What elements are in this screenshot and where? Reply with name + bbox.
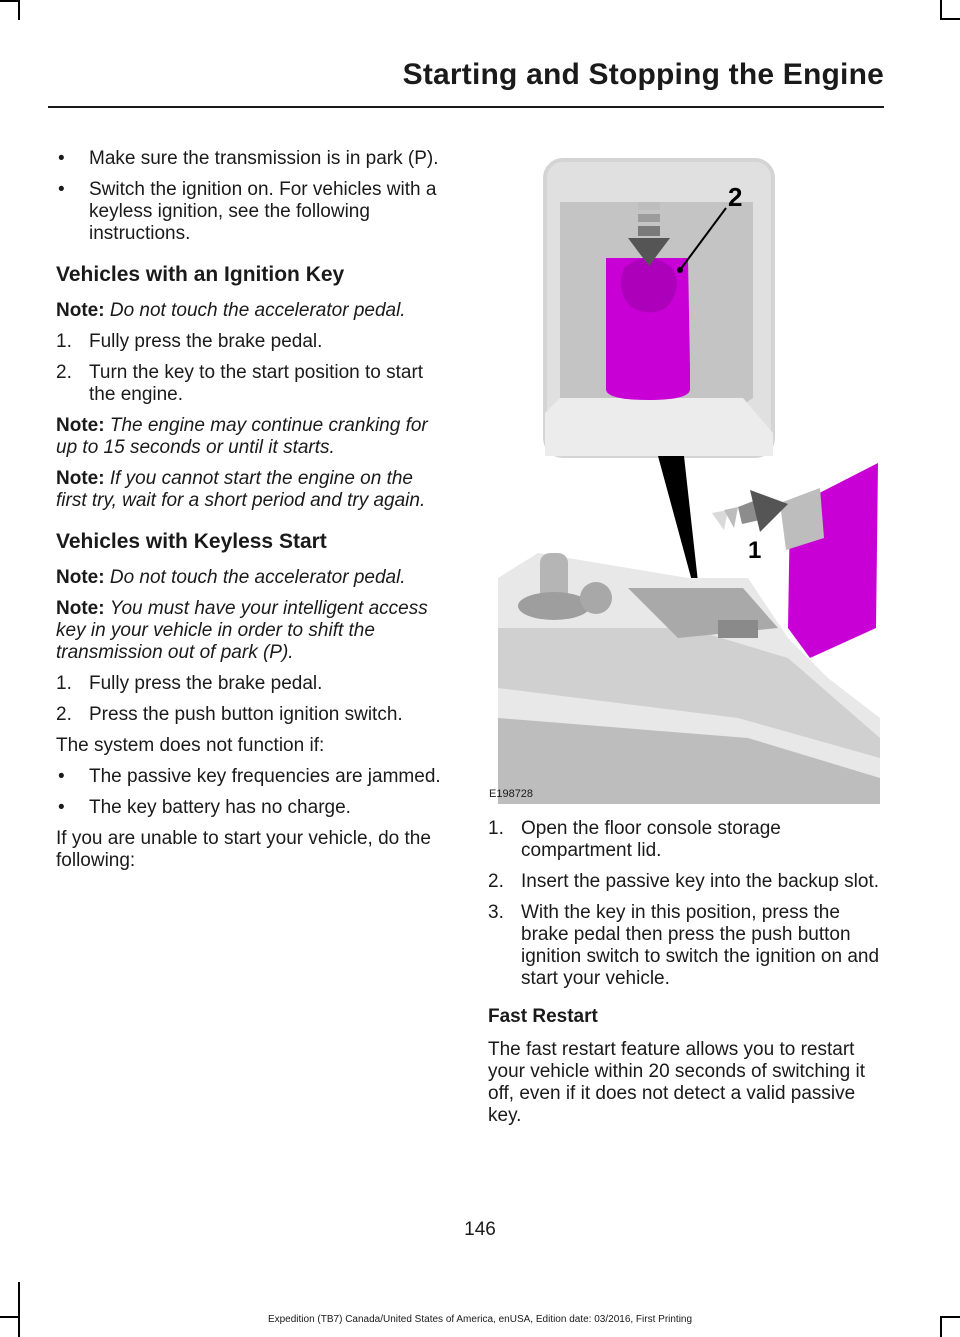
note: Note: You must have your intelligent access key in your vehicle in order to shift the transmission out of park (P). (56, 598, 428, 663)
step: 1. Fully press the brake pedal. (56, 673, 323, 694)
callout-2: 2 (728, 182, 743, 212)
callout-1: 1 (748, 537, 762, 564)
figure-code: E198728 (489, 788, 534, 800)
callout-2-dot (677, 267, 683, 273)
list-item: • Make sure the transmission is in park (P). (58, 148, 439, 169)
note: Note: If you cannot start the engine on the first try, wait for a short period and try again. (56, 468, 426, 511)
note: Note: Do not touch the accelerator pedal. (56, 300, 406, 321)
right-column (488, 818, 880, 1136)
inset-arrow-tail (638, 214, 660, 222)
crop-mark (18, 0, 20, 20)
illustration-svg (488, 158, 880, 804)
paragraph: The system does not function if: (56, 735, 325, 756)
step: 1. Open the floor console storage compartment lid. (488, 818, 781, 861)
page-number: 146 (464, 1219, 496, 1240)
storage-lid-highlight (788, 463, 878, 658)
page-title: Starting and Stopping the Engine (402, 58, 884, 91)
crop-mark (0, 0, 20, 2)
list-item: • Switch the ignition on. For vehicles with a keyless ignition, see the following instructions. (58, 179, 437, 244)
list-item: • The passive key frequencies are jammed. (58, 766, 441, 787)
inset-key-base (606, 363, 690, 400)
inset-key-shading (621, 258, 677, 313)
step: 1. Fully press the brake pedal. (56, 331, 323, 352)
open-arrow-tail (712, 510, 728, 530)
step: 2. Press the push button ignition switch. (56, 704, 403, 725)
console-dial (580, 582, 612, 614)
section-heading-ignition-key: Vehicles with an Ignition Key (56, 263, 345, 286)
list-item: • The key battery has no charge. (58, 797, 351, 818)
inset-arrow-tail (638, 226, 660, 236)
section-heading-fast-restart: Fast Restart (488, 1006, 598, 1027)
step: 2. Turn the key to the start position to start the engine. (56, 362, 424, 405)
console-key-slot-illustration (488, 158, 880, 804)
backup-slot (718, 620, 758, 638)
paragraph: The fast restart feature allows you to restart your vehicle within 20 seconds of switching it off, even if it does not detect a valid passive key. (488, 1039, 866, 1126)
note: Note: Do not touch the accelerator pedal. (56, 567, 406, 588)
crop-mark (940, 18, 960, 20)
inset-slot-floor (545, 398, 773, 456)
left-column (56, 148, 448, 881)
note: Note: The engine may continue cranking for up to 15 seconds or until it starts. (56, 415, 428, 458)
step: 2. Insert the passive key into the backup slot. (488, 871, 880, 892)
shifter-boot (518, 592, 590, 620)
inset-arrow-tail (638, 202, 660, 210)
crop-mark (18, 1282, 20, 1337)
footer: Expedition (TB7) Canada/United States of America, enUSA, Edition date: 03/2016, First Printing (267, 1314, 693, 1325)
section-heading-keyless-start: Vehicles with Keyless Start (56, 530, 327, 553)
header-rule (48, 106, 884, 108)
step: 3. With the key in this position, press the brake pedal then press the push button ignition switch to switch the ignition on and start your vehicle. (488, 902, 880, 989)
crop-mark (940, 0, 942, 20)
paragraph: If you are unable to start your vehicle, do the following: (56, 828, 431, 871)
